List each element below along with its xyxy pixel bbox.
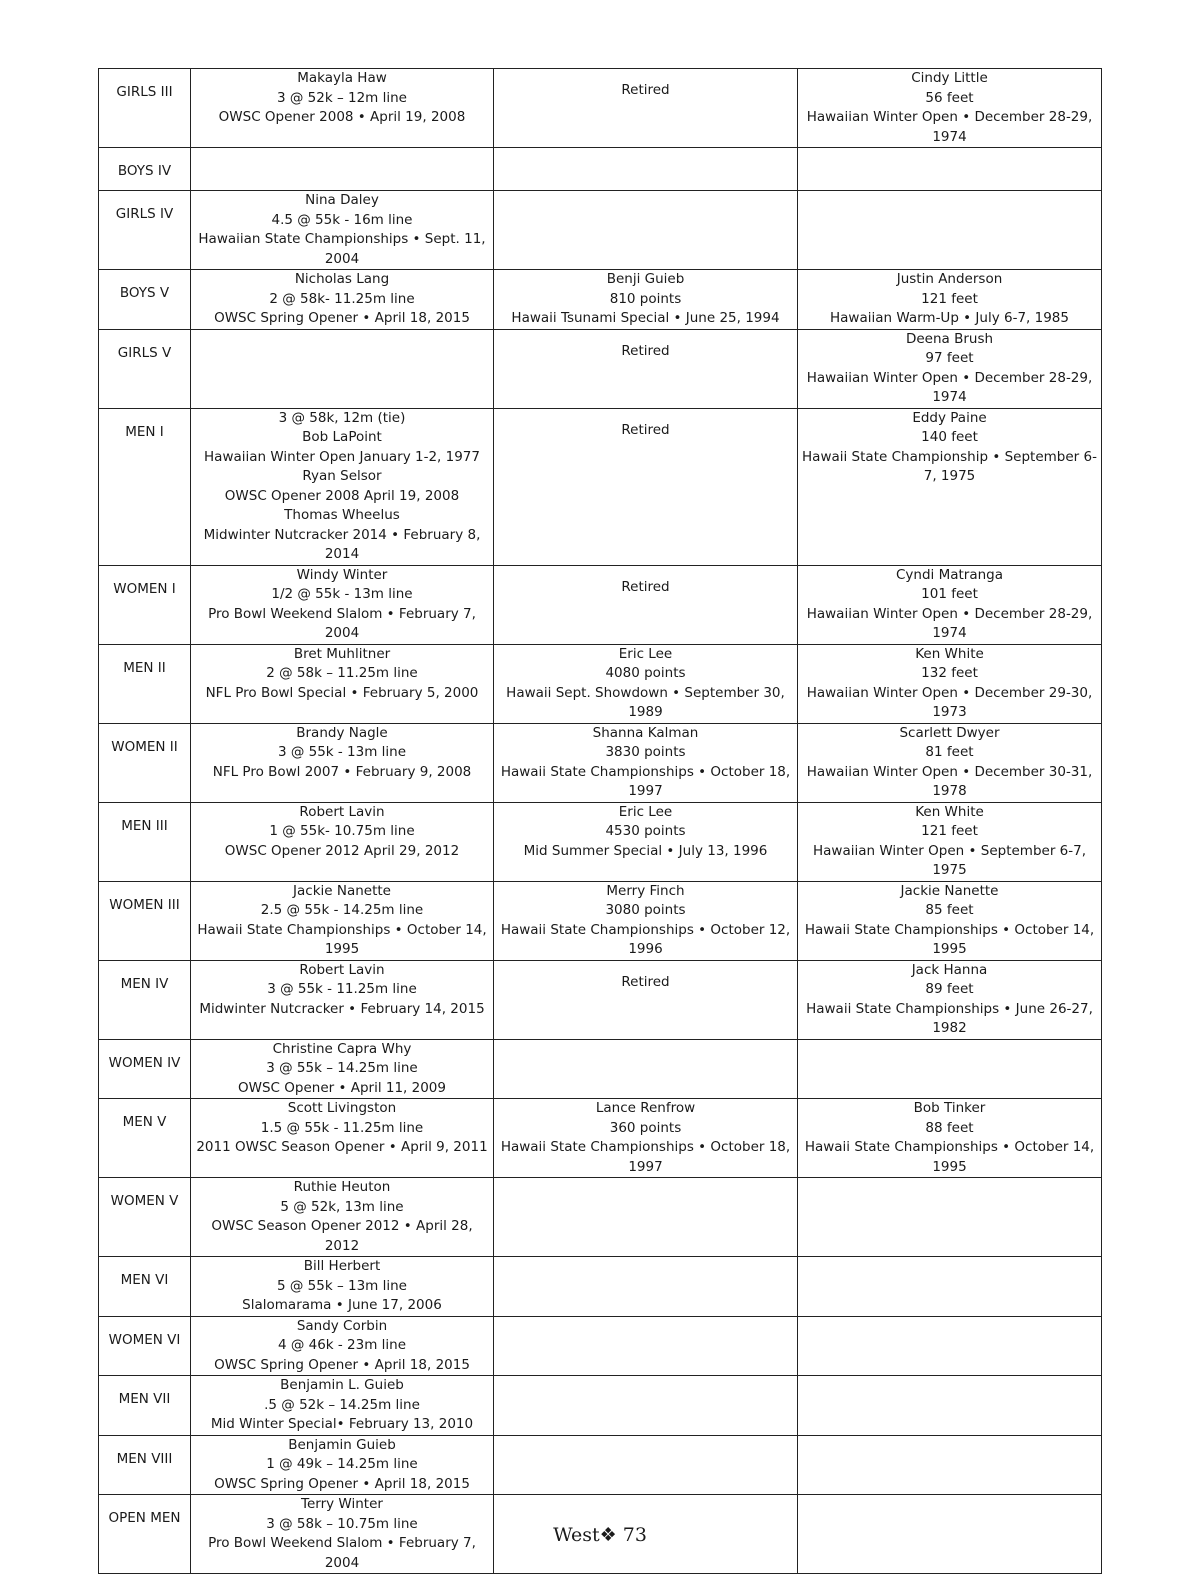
table-row <box>99 565 1102 644</box>
slalom-record-line: Hawaii State Championships • October 14, 1995 <box>197 921 487 957</box>
slalom-record-line: Robert Lavin <box>299 803 385 820</box>
slalom-record-line: Makayla Haw <box>297 70 387 86</box>
jump-record-line: Hawaiian Winter Open • September 6-7, 1975 <box>812 842 1086 878</box>
trick-record-cell <box>494 1257 798 1317</box>
slalom-record-line: Bob LaPoint <box>302 429 382 445</box>
slalom-record-line: 2.5 @ 55k - 14.25m line <box>260 902 424 918</box>
jump-record-line: Hawaiian Warm-Up • July 6-7, 1985 <box>829 310 1069 326</box>
slalom-record-line: Ruthie Heuton <box>293 1179 391 1195</box>
trick-record-cell <box>494 408 798 565</box>
jump-record-line: 97 feet <box>925 350 974 366</box>
slalom-record-line: 5 @ 55k – 13m line <box>277 1277 407 1294</box>
jump-record-line: Hawaii State Championships • October 14, 1995 <box>804 921 1095 957</box>
jump-record-line: Hawaiian Winter Open • December 28-29, 1974 <box>806 369 1093 405</box>
division-cell: MEN VII <box>99 1376 191 1436</box>
slalom-record-line: Scott Livingston <box>287 1100 397 1116</box>
jump-record-line: Hawaii State Championship • September 6-7, 1975 <box>802 448 1097 484</box>
slalom-record-line: 2 @ 58k – 11.25m line <box>266 665 418 681</box>
trick-record-cell <box>494 148 798 191</box>
trick-record-line: 4080 points <box>605 665 686 681</box>
jump-record-line: Ken White <box>915 803 984 820</box>
jump-record-cell <box>798 270 1102 330</box>
table-row <box>99 723 1102 802</box>
jump-record-line: Jack Hanna <box>911 961 988 978</box>
slalom-record-cell <box>191 1099 494 1178</box>
jump-record-line: 121 feet <box>921 823 978 839</box>
table-row <box>99 960 1102 1039</box>
trick-record-line: 810 points <box>609 290 682 307</box>
slalom-record-line: 3 @ 55k - 11.25m line <box>267 981 417 997</box>
trick-record-line: Eric Lee <box>618 645 673 662</box>
table-row <box>99 1376 1102 1436</box>
slalom-record-cell <box>191 960 494 1039</box>
slalom-record-line: Pro Bowl Weekend Slalom • February 7, 2004 <box>208 605 476 641</box>
trick-record-line: Hawaii State Championships • October 18, 1997 <box>500 763 791 799</box>
slalom-record-line: 2011 OWSC Season Opener • April 9, 2011 <box>196 1139 488 1155</box>
slalom-record-cell <box>191 191 494 270</box>
jump-record-line: Hawaii State Championships • October 14, 1995 <box>804 1139 1095 1175</box>
slalom-record-line: Sandy Corbin <box>296 1317 388 1334</box>
division-cell: MEN IV <box>99 960 191 1039</box>
jump-record-line: Bob Tinker <box>913 1100 986 1116</box>
trick-record-cell <box>494 1376 798 1436</box>
trick-record-line: 4530 points <box>605 823 686 839</box>
slalom-record-cell <box>191 1435 494 1495</box>
trick-record-line: Eric Lee <box>618 803 673 820</box>
jump-record-cell <box>798 723 1102 802</box>
slalom-record-line: 1/2 @ 55k - 13m line <box>271 586 413 602</box>
slalom-record-cell <box>191 1316 494 1376</box>
slalom-record-line: 1 @ 49k – 14.25m line <box>266 1456 418 1472</box>
slalom-record-line: Benjamin L. Guieb <box>280 1377 404 1393</box>
division-cell: GIRLS V <box>99 329 191 408</box>
slalom-record-line: OWSC Opener 2008 April 19, 2008 <box>224 487 460 504</box>
slalom-record-line: Terry Winter <box>301 1496 383 1512</box>
slalom-record-line: Pro Bowl Weekend Slalom • February 7, 2004 <box>208 1535 476 1571</box>
table-row <box>99 802 1102 881</box>
slalom-record-line: 3 @ 58k – 10.75m line <box>266 1515 418 1532</box>
jump-record-cell <box>798 1316 1102 1376</box>
trick-record-cell <box>494 1099 798 1178</box>
division-cell: WOMEN IV <box>99 1039 191 1099</box>
slalom-record-line: Christine Capra Why <box>272 1040 412 1057</box>
trick-record-cell <box>494 565 798 644</box>
table-row <box>99 408 1102 565</box>
trick-record-line: Mid Summer Special • July 13, 1996 <box>523 842 768 859</box>
slalom-record-line: Windy Winter <box>296 566 388 583</box>
table-row <box>99 1316 1102 1376</box>
slalom-record-cell <box>191 802 494 881</box>
slalom-record-line: Hawaiian State Championships • Sept. 11, 2004 <box>198 231 486 267</box>
trick-record-line: Retired <box>621 342 670 359</box>
slalom-record-line: 4.5 @ 55k - 16m line <box>271 211 413 228</box>
table-row <box>99 191 1102 270</box>
jump-record-line: Ken White <box>915 645 984 662</box>
slalom-record-line: 5 @ 52k, 13m line <box>280 1198 404 1215</box>
jump-record-line: Hawaiian Winter Open • December 28-29, 1974 <box>806 605 1093 641</box>
slalom-record-line: 3 @ 58k, 12m (tie) <box>278 409 406 426</box>
slalom-record-line: OWSC Spring Opener • April 18, 2015 <box>214 310 470 326</box>
jump-record-line: Eddy Paine <box>912 409 987 426</box>
slalom-record-line: Benjamin Guieb <box>288 1436 396 1453</box>
slalom-record-line: OWSC Season Opener 2012 • April 28, 2012 <box>211 1218 473 1254</box>
jump-record-line: Hawaii State Championships • June 26-27, 1982 <box>806 1000 1093 1036</box>
slalom-record-cell <box>191 1257 494 1317</box>
trick-record-line: Retired <box>621 421 670 438</box>
table-row <box>99 1099 1102 1178</box>
slalom-record-line: Brandy Nagle <box>296 724 388 741</box>
slalom-record-line: OWSC Opener 2008 • April 19, 2008 <box>218 109 466 125</box>
division-cell: WOMEN V <box>99 1178 191 1257</box>
slalom-record-cell <box>191 723 494 802</box>
slalom-record-line: Jackie Nanette <box>293 882 391 899</box>
slalom-record-line: 3 @ 55k – 14.25m line <box>266 1060 418 1076</box>
table-row <box>99 69 1102 148</box>
table-row <box>99 148 1102 191</box>
jump-record-cell <box>798 329 1102 408</box>
jump-record-cell <box>798 1099 1102 1178</box>
jump-record-line: 85 feet <box>925 902 974 918</box>
jump-record-line: Deena Brush <box>905 330 994 347</box>
trick-record-cell <box>494 1316 798 1376</box>
division-cell: MEN V <box>99 1099 191 1178</box>
slalom-record-line: 3 @ 52k – 12m line <box>277 89 407 106</box>
jump-record-cell <box>798 565 1102 644</box>
jump-record-cell <box>798 191 1102 270</box>
trick-record-line: 3080 points <box>605 902 686 918</box>
jump-record-line: Hawaiian Winter Open • December 29-30, 1973 <box>806 684 1093 720</box>
jump-record-line: 56 feet <box>925 89 974 106</box>
table-row <box>99 644 1102 723</box>
slalom-record-line: .5 @ 52k – 14.25m line <box>264 1396 420 1413</box>
jump-record-cell <box>798 1257 1102 1317</box>
table-row <box>99 1178 1102 1257</box>
slalom-record-cell <box>191 69 494 148</box>
trick-record-line: Hawaii State Championships • October 18, 1997 <box>500 1139 791 1175</box>
slalom-record-line: Hawaiian Winter Open January 1-2, 1977 <box>204 448 480 465</box>
slalom-record-cell <box>191 881 494 960</box>
division-cell: MEN VI <box>99 1257 191 1317</box>
trick-record-cell <box>494 270 798 330</box>
table-row <box>99 329 1102 408</box>
jump-record-cell <box>798 1376 1102 1436</box>
jump-record-line: Cyndi Matranga <box>895 566 1004 583</box>
trick-record-cell <box>494 191 798 270</box>
slalom-record-line: Thomas Wheelus <box>284 507 400 523</box>
jump-record-line: Cindy Little <box>911 70 988 86</box>
jump-record-line: Hawaiian Winter Open • December 30-31, 1978 <box>806 763 1093 799</box>
slalom-record-line: 2 @ 58k- 11.25m line <box>269 290 415 307</box>
slalom-record-line: Mid Winter Special• February 13, 2010 <box>210 1416 474 1432</box>
slalom-record-line: NFL Pro Bowl Special • February 5, 2000 <box>205 684 479 701</box>
slalom-record-line: Nina Daley <box>305 192 379 208</box>
trick-record-line: Hawaii State Championships • October 12, 1996 <box>500 921 791 957</box>
jump-record-cell <box>798 644 1102 723</box>
jump-record-cell <box>798 69 1102 148</box>
jump-record-cell <box>798 408 1102 565</box>
trick-record-cell <box>494 723 798 802</box>
trick-record-line: Hawaii Tsunami Special • June 25, 1994 <box>511 310 780 326</box>
jump-record-line: Hawaiian Winter Open • December 28-29, 1974 <box>806 109 1093 145</box>
page-footer: West❖ 73 <box>553 1524 647 1546</box>
jump-record-cell <box>798 881 1102 960</box>
division-cell: OPEN MEN <box>99 1495 191 1574</box>
trick-record-cell <box>494 644 798 723</box>
division-cell: MEN I <box>99 408 191 565</box>
trick-record-line: Hawaii Sept. Showdown • September 30, 1989 <box>506 684 785 720</box>
trick-record-cell <box>494 329 798 408</box>
slalom-record-line: Nicholas Lang <box>294 271 390 287</box>
division-cell: WOMEN VI <box>99 1316 191 1376</box>
division-cell: GIRLS III <box>99 69 191 148</box>
trick-record-line: Retired <box>621 973 670 990</box>
slalom-record-line: OWSC Spring Opener • April 18, 2015 <box>214 1475 470 1492</box>
table-row <box>99 270 1102 330</box>
trick-record-cell <box>494 802 798 881</box>
trick-record-line: Shanna Kalman <box>592 724 699 741</box>
division-cell: WOMEN II <box>99 723 191 802</box>
jump-record-line: Justin Anderson <box>896 271 1003 287</box>
table-row <box>99 1039 1102 1099</box>
slalom-record-line: 1.5 @ 55k - 11.25m line <box>260 1119 424 1136</box>
trick-record-cell <box>494 1178 798 1257</box>
division-cell: BOYS IV <box>99 148 191 191</box>
slalom-record-line: Ryan Selsor <box>302 468 382 484</box>
division-cell: MEN III <box>99 802 191 881</box>
slalom-record-line: OWSC Opener • April 11, 2009 <box>238 1079 446 1096</box>
slalom-record-cell <box>191 1039 494 1099</box>
table-row <box>99 1435 1102 1495</box>
jump-record-cell <box>798 802 1102 881</box>
jump-record-line: 101 feet <box>921 586 978 602</box>
trick-record-line: 3830 points <box>605 744 686 760</box>
trick-record-cell <box>494 1039 798 1099</box>
jump-record-line: 89 feet <box>925 981 974 997</box>
division-cell: WOMEN III <box>99 881 191 960</box>
table-row <box>99 881 1102 960</box>
trick-record-line: Merry Finch <box>606 882 685 899</box>
slalom-record-cell <box>191 270 494 330</box>
division-cell: BOYS V <box>99 270 191 330</box>
slalom-record-line: Slalomarama • June 17, 2006 <box>242 1297 442 1313</box>
slalom-record-line: Midwinter Nutcracker • February 14, 2015 <box>199 1000 485 1017</box>
jump-record-line: 121 feet <box>921 290 978 307</box>
table-row <box>99 1257 1102 1317</box>
slalom-record-cell <box>191 329 494 408</box>
slalom-record-line: Robert Lavin <box>299 961 385 978</box>
jump-record-cell <box>798 1435 1102 1495</box>
division-cell: MEN VIII <box>99 1435 191 1495</box>
slalom-record-cell <box>191 408 494 565</box>
jump-record-cell <box>798 960 1102 1039</box>
jump-record-cell <box>798 1178 1102 1257</box>
trick-record-cell <box>494 69 798 148</box>
trick-record-line: Benji Guieb <box>606 271 685 287</box>
slalom-record-cell <box>191 1376 494 1436</box>
trick-record-line: Retired <box>621 578 670 595</box>
slalom-record-cell <box>191 148 494 191</box>
slalom-record-line: Midwinter Nutcracker 2014 • February 8, 2014 <box>203 526 481 562</box>
trick-record-cell <box>494 1435 798 1495</box>
jump-record-line: 81 feet <box>925 744 974 760</box>
jump-record-line: 132 feet <box>921 665 978 681</box>
trick-record-line: Retired <box>621 82 670 98</box>
slalom-record-cell <box>191 1178 494 1257</box>
jump-record-line: 140 feet <box>921 429 978 445</box>
slalom-record-line: Bill Herbert <box>303 1258 381 1274</box>
slalom-record-line: OWSC Opener 2012 April 29, 2012 <box>224 842 460 859</box>
division-cell: WOMEN I <box>99 565 191 644</box>
jump-record-line: 88 feet <box>925 1119 974 1136</box>
division-cell: MEN II <box>99 644 191 723</box>
slalom-record-line: 3 @ 55k - 13m line <box>277 744 407 760</box>
slalom-record-cell <box>191 644 494 723</box>
jump-record-line: Jackie Nanette <box>900 882 999 899</box>
slalom-record-line: NFL Pro Bowl 2007 • February 9, 2008 <box>212 763 472 780</box>
slalom-record-line: OWSC Spring Opener • April 18, 2015 <box>214 1356 470 1373</box>
trick-record-line: 360 points <box>609 1119 682 1136</box>
trick-record-line: Lance Renfrow <box>595 1100 696 1116</box>
records-table <box>98 68 1102 1574</box>
jump-record-line: Scarlett Dwyer <box>899 724 1000 741</box>
records-body <box>99 69 1102 1574</box>
slalom-record-cell <box>191 565 494 644</box>
slalom-record-line: 1 @ 55k- 10.75m line <box>269 823 415 839</box>
division-cell: GIRLS IV <box>99 191 191 270</box>
slalom-record-line: 4 @ 46k - 23m line <box>277 1337 407 1353</box>
slalom-record-line: Bret Muhlitner <box>293 645 391 662</box>
jump-record-cell <box>798 148 1102 191</box>
trick-record-cell <box>494 881 798 960</box>
trick-record-cell <box>494 960 798 1039</box>
jump-record-cell <box>798 1039 1102 1099</box>
